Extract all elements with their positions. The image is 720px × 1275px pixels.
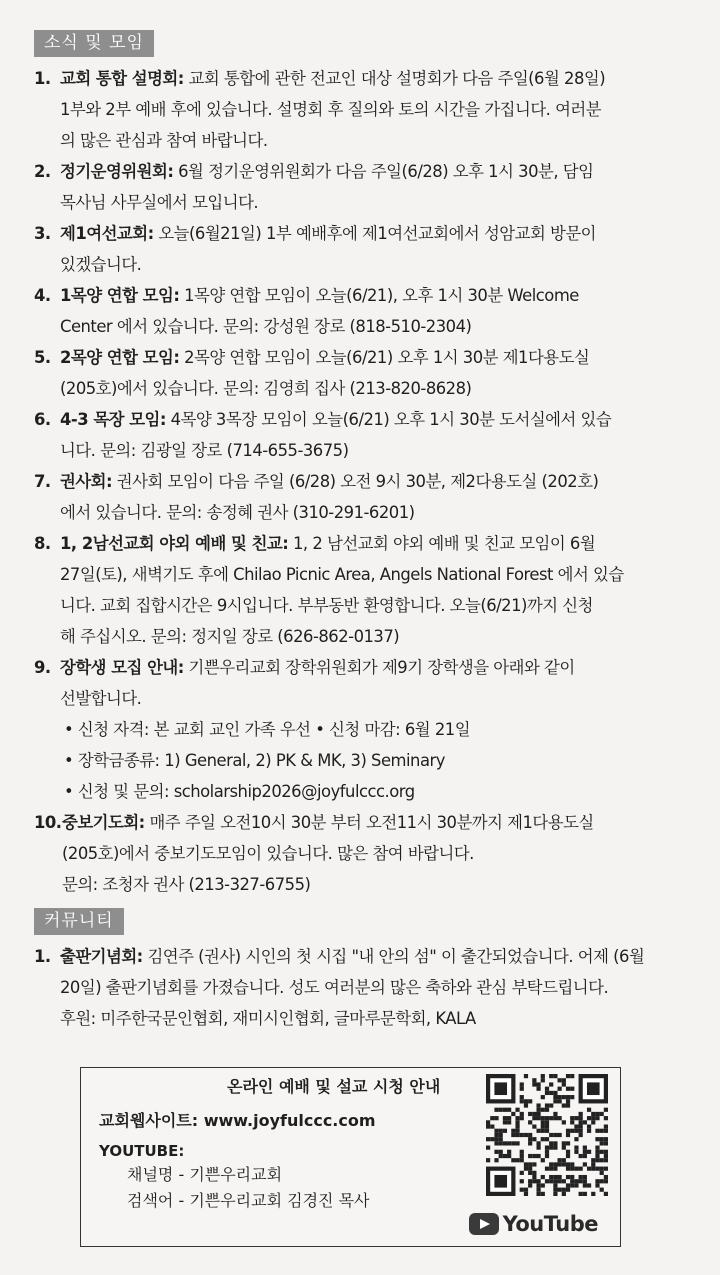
section-title-news: 소식 및 모임 xyxy=(34,30,154,57)
youtube-logo-icon[interactable] xyxy=(469,1212,598,1236)
item-line: 20일) 출판기념회를 가졌습니다. 성도 여러분의 많은 축하와 관심 부탁드립니다. xyxy=(60,978,609,997)
website-link[interactable]: 교회웹사이트: www.joyfulccc.com xyxy=(99,1111,376,1130)
item-line: 문의: 조청자 권사 (213-327-6755) xyxy=(62,875,311,894)
item-number: 5. xyxy=(34,348,51,367)
item-line xyxy=(60,466,684,497)
item-line: 후원: 미주한국문인협회, 재미시인협회, 글마루문학회, KALA xyxy=(60,1009,476,1028)
news-item-10 xyxy=(34,807,684,900)
item-line xyxy=(60,652,684,683)
item-text: 1목양 연합 모임이 오늘(6/21), 오후 1시 30분 Welcome xyxy=(179,286,579,305)
item-title: 교회 통합 설명회: xyxy=(60,69,184,88)
news-item-9 xyxy=(34,652,684,807)
item-line xyxy=(60,218,684,249)
item-title: 1, 2남선교회 야외 예배 및 친교: xyxy=(60,534,289,553)
item-number: 4. xyxy=(34,286,51,305)
item-number: 8. xyxy=(34,534,51,553)
news-item-3 xyxy=(34,218,684,280)
item-line: 선발합니다. xyxy=(60,689,142,708)
item-line: (205호)에서 중보기도모임이 있습니다. 많은 참여 바랍니다. xyxy=(62,844,474,863)
online-title: 온라인 예배 및 설교 시청 안내 xyxy=(227,1077,441,1096)
item-line xyxy=(60,528,684,559)
item-number: 7. xyxy=(34,472,51,491)
item-line: 니다. 교회 집합시간은 9시입니다. 부부동반 환영합니다. 오늘(6/21)까지 신청 xyxy=(60,596,593,615)
youtube-info xyxy=(127,1162,370,1214)
item-text: 4목양 3목장 모임이 오늘(6/21) 오후 1시 30분 도서실에서 있습 xyxy=(165,410,612,429)
item-text: 권사회 모임이 다음 주일 (6/28) 오전 9시 30분, 제2다용도실 (202호) xyxy=(112,472,599,491)
youtube-label: YOUTUBE: xyxy=(99,1142,185,1160)
item-title: 1목양 연합 모임: xyxy=(60,286,180,305)
item-line xyxy=(60,156,684,187)
item-number: 1. xyxy=(34,69,51,88)
qr-code-icon[interactable] xyxy=(486,1074,608,1196)
item-number: 3. xyxy=(34,224,51,243)
news-item-4 xyxy=(34,280,684,342)
item-title: 장학생 모집 안내: xyxy=(60,658,184,677)
item-line xyxy=(62,807,684,838)
item-line: 있겠습니다. xyxy=(60,255,142,274)
news-item-8 xyxy=(34,528,684,652)
bullet-item: • 장학금종류: 1) General, 2) PK & MK, 3) Seminary xyxy=(60,745,684,776)
section-title-community: 커뮤니티 xyxy=(34,908,124,935)
item-title: 출판기념회: xyxy=(60,947,143,966)
item-line: 목사님 사무실에서 모입니다. xyxy=(60,193,259,212)
item-line: Center 에서 있습니다. 문의: 강성원 장로 (818-510-2304) xyxy=(60,317,472,336)
item-title: 권사회: xyxy=(60,472,113,491)
item-line: 니다. 문의: 김광일 장로 (714-655-3675) xyxy=(60,441,349,460)
item-text: 매주 주일 오전10시 30분 부터 오전11시 30분까지 제1다용도실 xyxy=(144,813,594,832)
item-text: 오늘(6월21일) 1부 예배후에 제1여선교회에서 성암교회 방문이 xyxy=(153,224,596,243)
item-number: 2. xyxy=(34,162,51,181)
community-list xyxy=(34,941,684,1034)
bullet-item: • 신청 자격: 본 교회 교인 가족 우선 • 신청 마감: 6월 21일 xyxy=(60,714,684,745)
item-title: 정기운영위원회: xyxy=(60,162,174,181)
online-worship-box xyxy=(80,1067,621,1247)
item-title: 4-3 목장 모임: xyxy=(60,410,166,429)
item-title: 2목양 연합 모임: xyxy=(60,348,180,367)
item-line: 27일(토), 새벽기도 후에 Chilao Picnic Area, Angels National Forest 에서 있습 xyxy=(60,565,624,584)
item-line xyxy=(60,941,684,972)
item-text: 1, 2 남선교회 야외 예배 및 친교 모임이 6월 xyxy=(288,534,596,553)
item-number: 6. xyxy=(34,410,51,429)
youtube-logo-text: YouTube xyxy=(502,1212,598,1236)
item-text: 김연주 (권사) 시인의 첫 시집 "내 안의 섬" 이 출간되었습니다. 어제 (6월 xyxy=(142,947,645,966)
item-number: 9. xyxy=(34,658,51,677)
item-text: 6월 정기운영위원회가 다음 주일(6/28) 오후 1시 30분, 담임 xyxy=(173,162,594,181)
item-text: 교회 통합에 관한 전교인 대상 설명회가 다음 주일(6월 28일) xyxy=(183,69,606,88)
item-line xyxy=(60,63,684,94)
item-line: 의 많은 관심과 참여 바랍니다. xyxy=(60,131,268,150)
item-line: (205호)에서 있습니다. 문의: 김영희 집사 (213-820-8628) xyxy=(60,379,472,398)
item-number: 10. xyxy=(34,813,62,832)
item-line: 해 주십시오. 문의: 정지일 장로 (626-862-0137) xyxy=(60,627,400,646)
item-text: 2목양 연합 모임이 오늘(6/21) 오후 1시 30분 제1다용도실 xyxy=(179,348,590,367)
bullet-item: • 신청 및 문의: scholarship2026@joyfulccc.org xyxy=(60,776,684,807)
item-line: 1부와 2부 예배 후에 있습니다. 설명회 후 질의와 토의 시간을 가집니다. 여러분 xyxy=(60,100,602,119)
item-line xyxy=(60,342,684,373)
item-line: 에서 있습니다. 문의: 송정혜 권사 (310-291-6201) xyxy=(60,503,415,522)
channel-name: 채널명 - 기쁜우리교회 xyxy=(127,1165,283,1184)
news-item-2 xyxy=(34,156,684,218)
news-item-7 xyxy=(34,466,684,528)
search-term: 검색어 - 기쁜우리교회 김경진 목사 xyxy=(127,1191,370,1210)
item-line xyxy=(60,404,684,435)
news-item-1 xyxy=(34,63,684,156)
item-number: 1. xyxy=(34,947,51,966)
news-list xyxy=(34,63,684,900)
item-title: 제1여선교회: xyxy=(60,224,154,243)
news-item-6 xyxy=(34,404,684,466)
community-item-1 xyxy=(34,941,684,1034)
play-icon xyxy=(469,1213,499,1235)
item-title: 중보기도회: xyxy=(62,813,145,832)
item-line xyxy=(60,280,684,311)
news-item-5 xyxy=(34,342,684,404)
item-text: 기쁜우리교회 장학위원회가 제9기 장학생을 아래와 같이 xyxy=(183,658,575,677)
